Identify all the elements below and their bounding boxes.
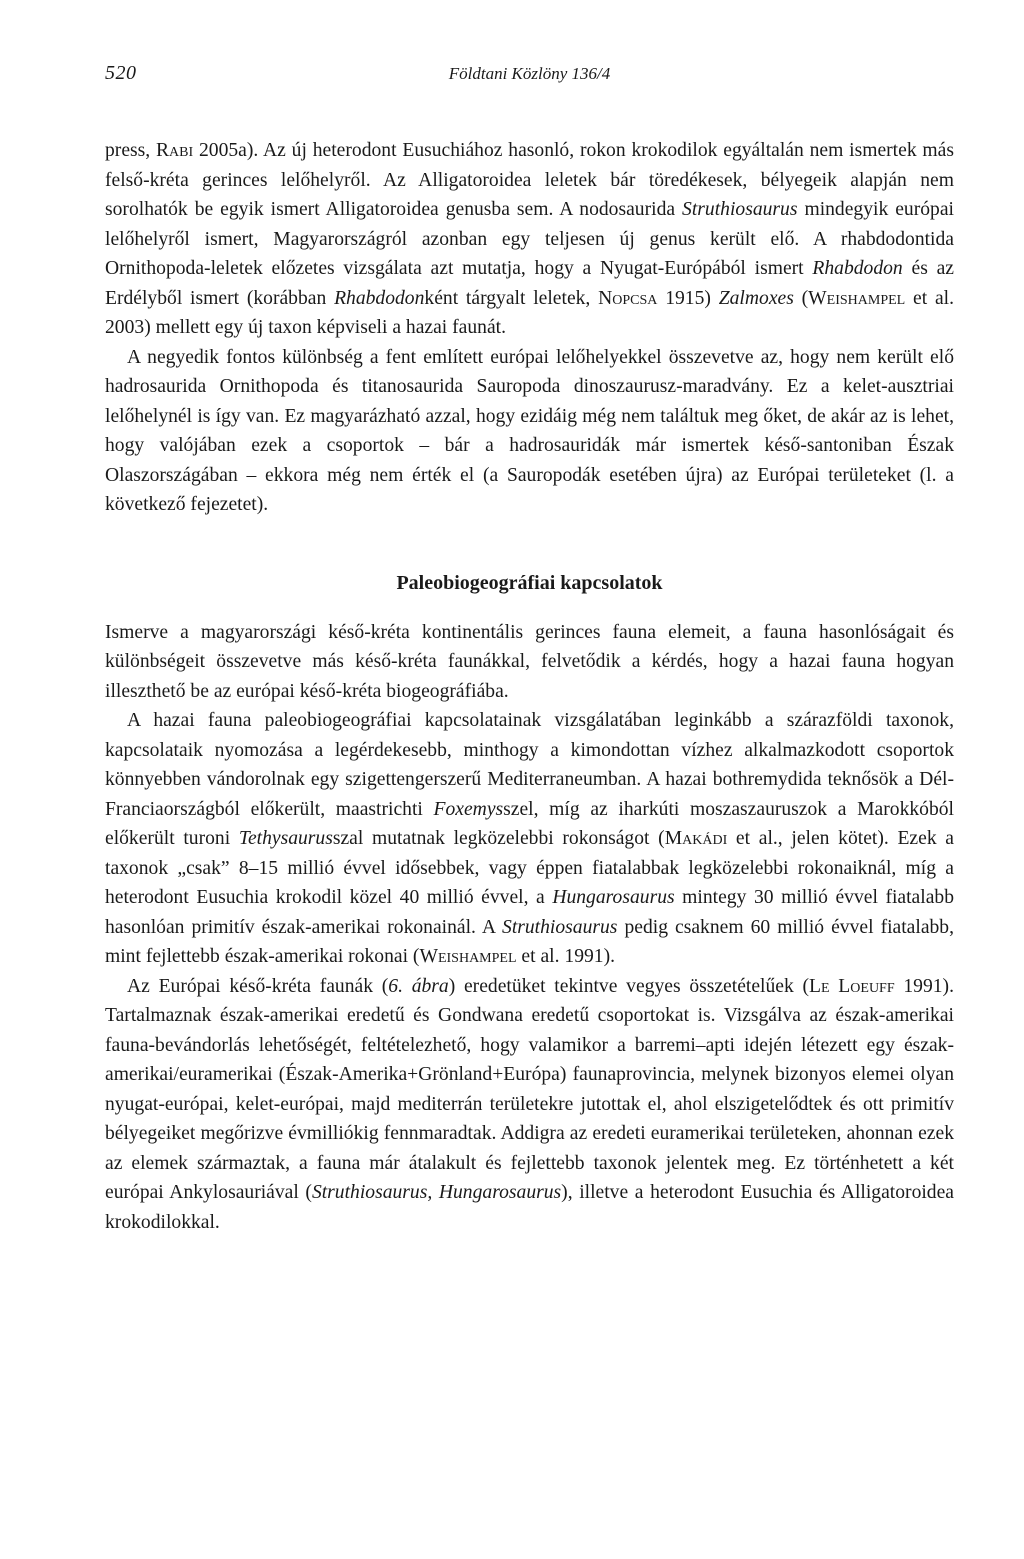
page-number: 520: [105, 62, 137, 84]
paragraph-continuation: press, Rabi 2005a). Az új heterodont Eusuchiához hasonló, rokon krokodilok egyáltalán nem ismertek más felső-kréta gerinces lelőhelyről. Az Alligatoroidea leletek bár töredékesek, bélyegeik alapján nem sorolhatók be egyik ismert Alligatoroidea genusba sem. A nodosaurida Struthiosaurus mindegyik európai lelőhelyről ismert, Magyarországról azonban egy teljesen új genus került elő. A rhabdodontida Ornithopoda-leletek előzetes vizsgálata azt mutatja, hogy a Nyugat-Európából ismert Rhabdodon és az Erdélyből ismert (korábban Rhabdodonként tárgyalt leletek, Nopcsa 1915) Zalmoxes (Weishampel et al. 2003) mellett egy új taxon képviseli a hazai faunát.: [105, 140, 955, 338]
journal-title: Földtani Közlöny 136/4: [448, 64, 611, 83]
paragraph-european-faunas: Az Európai késő-kréta faunák (6. ábra) eredetüket tekintve vegyes összetételűek (Le Loeuff 1991). Tartalmaznak észak-amerikai eredetű és Gondwana eredetű csoportokat is. Vizsgálva az észak-amerikai fauna-bevándorlás lehetőségét, feltételezhető, hogy valamikor a barremi–apti idején létezett egy észak-amerikai/euramerikai (Észak-Amerika+Grönland+Európa) faunaprovincia, melynek bizonyos elemei olyan nyugat-európai, kelet-európai, majd mediterrán területekre jutottak el, ahol elszigetelődtek és ott primitív bélyegeiket megőrizve évmilliókig fennmaradtak. Addigra az eredeti euramerikai területeken, ahonnan ezek az elemek származtak, a fauna már átalakult és fejlettebb taxonok jelentek meg. Ez történhetett a két európai Ankylosauriával (Struthiosaurus, Hungarosaurus), illetve a heterodont Eusuchia és Alligatoroidea krokodilokkal.: [105, 975, 954, 1233]
section-heading: Paleobiogeográfiai kapcsolatok: [396, 571, 663, 594]
paragraph-relations: A hazai fauna paleobiogeográfiai kapcsolatainak vizsgálatában leginkább a szárazföldi taxonok, kapcsolataik nyomozása a legérdekesebb, minthogy a kimondottan vízhez alkalmazkodott csoportok könnyebben vándorolnak egy szigettengerszerű Mediterraneumban. A hazai bothremydida teknősök a Dél-Franciaországból előkerült, maastrichti Foxemysszel, míg az iharkúti moszaszauruszok a Marokkóból előkerült turoni Tethysaurusszal mutatnak legközelebbi rokonságot (Makádi et al., jelen kötet). Ezek a taxonok „csak” 8–15 millió évvel idősebbek, vagy éppen fiatalabbak legközelebbi rokonaiknál, míg a heterodont Eusuchia krokodil közel 40 millió évvel, a Hungarosaurus mintegy 30 millió évvel fiatalabb hasonlóan primitív észak-amerikai rokonainál. A Struthiosaurus pedig csaknem 60 millió évvel fiatalabb, mint fejlettebb észak-amerikai rokonai (Weishampel et al. 1991).: [105, 710, 955, 967]
paragraph-intro: Ismerve a magyarországi késő-kréta kontinentális gerinces fauna elemeit, a fauna hasonlóságait és különbségeit összevetve más késő-kréta faunákkal, felvetődik a kérdés, hogy a hazai fauna hogyan illeszthető be az európai késő-kréta biogeográfiába.: [105, 621, 954, 702]
body-text: [105, 136, 954, 1237]
page: [105, 62, 954, 1237]
running-head: [105, 62, 954, 102]
paragraph-fourth-difference: A negyedik fontos különbség a fent említett európai lelőhelyekkel összevetve az, hogy nem került elő hadrosaurida Ornithopoda és titanosaurida Sauropoda dinoszaurusz-maradvány. Ez a kelet-ausztriai lelőhelynél is így van. Ez magyarázható azzal, hogy ezidáig még nem találtuk meg őket, de akár az is lehet, hogy valójában ezek a csoportok – bár a hadrosauridák már ismertek késő-santoniban Észak Olaszországában – ekkora még nem érték el (a Sauropodák esetében újra) az Európai területeket (l. a következő fejezetet).: [105, 346, 954, 515]
